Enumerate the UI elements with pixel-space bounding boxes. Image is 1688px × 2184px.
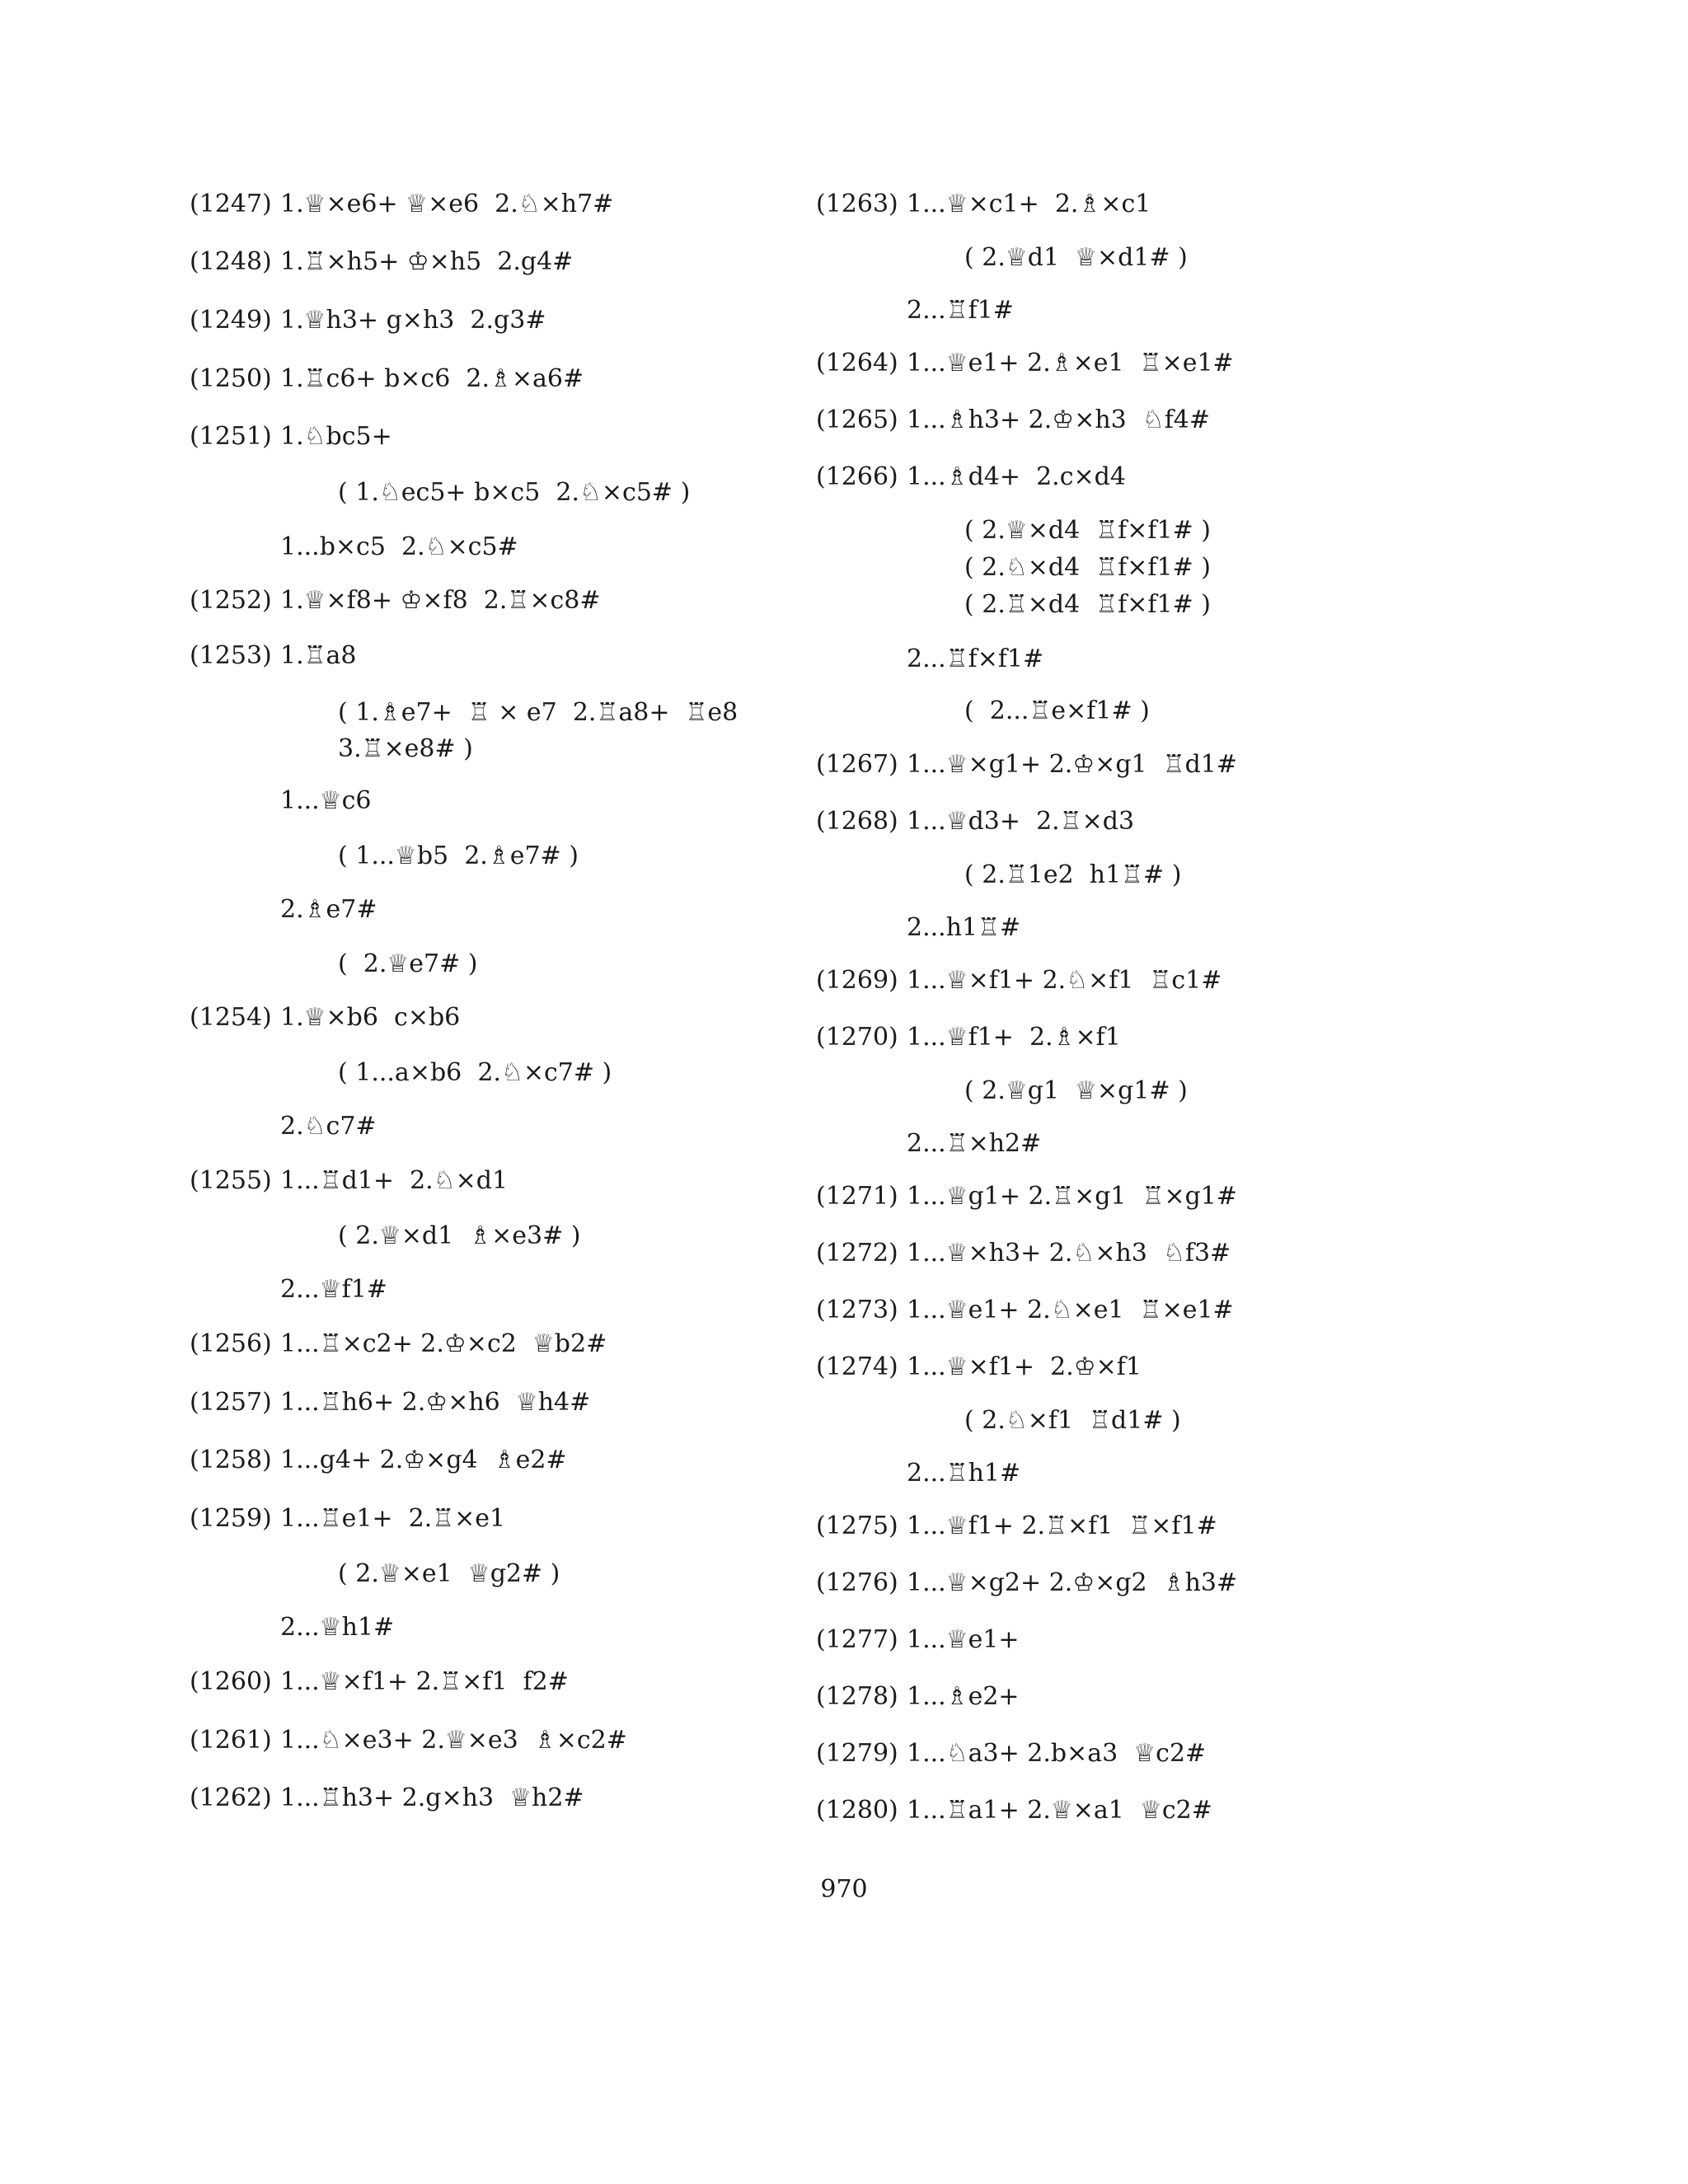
continuation-moves: 2...♖h1# — [907, 1459, 1021, 1488]
variation-line — [338, 1058, 612, 1088]
solution-moves: 1...♘a3+ 2.b×a3 ♕c2# — [907, 1739, 1207, 1768]
continuation-line — [907, 1129, 1041, 1159]
solution-number: (1266) — [816, 462, 898, 491]
continuation-line — [280, 1112, 377, 1141]
variation-moves: ( 2.♕×d1 ♗×e3# ) — [338, 1221, 581, 1250]
entry-1267 — [816, 750, 1237, 780]
continuation-line — [280, 786, 371, 816]
solution-number: (1253) — [190, 641, 272, 670]
solution-number: (1274) — [816, 1352, 898, 1381]
continuation-moves: 2.♘c7# — [280, 1112, 377, 1141]
solution-moves: 1...g4+ 2.♔×g4 ♗e2# — [280, 1446, 567, 1474]
solution-moves: 1...♕×h3+ 2.♘×h3 ♘f3# — [907, 1239, 1231, 1268]
solution-number: (1257) — [190, 1388, 272, 1417]
solution-number: (1255) — [190, 1166, 272, 1195]
solution-moves: 1...♖h3+ 2.g×h3 ♕h2# — [280, 1783, 584, 1812]
solution-number: (1264) — [816, 349, 898, 377]
variation-moves: ( 2.♖×d4 ♖f×f1# ) — [964, 590, 1211, 619]
solution-number: (1251) — [190, 422, 272, 451]
solution-moves: 1...♕×f1+ 2.♘×f1 ♖c1# — [907, 966, 1222, 995]
solution-number: (1271) — [816, 1182, 898, 1211]
solution-moves: 1...♖e1+ 2.♖×e1 — [280, 1504, 506, 1533]
entry-1266 — [816, 462, 1126, 492]
continuation-moves: 2...h1♖# — [907, 913, 1021, 942]
solution-moves: 1.♕h3+ g×h3 2.g3# — [280, 306, 546, 335]
continuation-line — [280, 1613, 394, 1643]
solution-number: (1279) — [816, 1739, 898, 1768]
variation-line — [338, 698, 738, 728]
solution-number: (1252) — [190, 586, 272, 615]
solution-moves: 1...♖h6+ 2.♔×h6 ♕h4# — [280, 1388, 591, 1417]
solution-moves: 1...♕d3+ 2.♖×d3 — [907, 807, 1135, 836]
entry-1270 — [816, 1023, 1121, 1052]
solution-number: (1263) — [816, 190, 898, 218]
variation-moves: ( 2.♕g1 ♕×g1# ) — [964, 1076, 1188, 1105]
variation-moves: ( 2.♕×e1 ♕g2# ) — [338, 1559, 560, 1588]
solution-number: (1260) — [190, 1667, 272, 1696]
solution-number: (1247) — [190, 190, 272, 218]
entry-1280 — [816, 1796, 1212, 1825]
entry-1271 — [816, 1182, 1237, 1212]
variation-line — [338, 478, 690, 508]
entry-1252 — [190, 586, 601, 616]
entry-1251 — [190, 422, 392, 452]
entry-1260 — [190, 1667, 569, 1697]
page-number: 970 — [820, 1875, 868, 1904]
variation-moves: ( 2.♘×f1 ♖d1# ) — [964, 1406, 1181, 1435]
solution-moves: 1...♖×c2+ 2.♔×c2 ♕b2# — [280, 1329, 607, 1358]
solution-moves: 1...♕f1+ 2.♖×f1 ♖×f1# — [907, 1511, 1217, 1540]
solution-moves: 1...♗h3+ 2.♔×h3 ♘f4# — [907, 405, 1211, 434]
solution-number: (1269) — [816, 966, 898, 995]
solution-moves: 1...♘×e3+ 2.♕×e3 ♗×c2# — [280, 1726, 627, 1755]
solution-number: (1275) — [816, 1511, 898, 1540]
entry-1257 — [190, 1388, 590, 1418]
solution-moves: 1...♕f1+ 2.♗×f1 — [907, 1023, 1121, 1052]
continuation-moves: 2...♖×h2# — [907, 1129, 1042, 1158]
solution-moves: 1...♕×f1+ 2.♖×f1 f2# — [280, 1667, 569, 1696]
solution-number: (1272) — [816, 1239, 898, 1268]
variation-line — [338, 1221, 581, 1251]
variation-line — [964, 590, 1211, 620]
continuation-line — [907, 913, 1020, 943]
continuation-moves: 2...♕h1# — [280, 1613, 395, 1642]
continuation-line — [907, 1459, 1020, 1488]
variation-line — [964, 696, 1150, 726]
entry-1262 — [190, 1783, 584, 1813]
continuation-moves: 2...♖f1# — [907, 296, 1014, 325]
solution-number: (1261) — [190, 1726, 272, 1755]
solution-number: (1267) — [816, 750, 898, 779]
entry-1263 — [816, 190, 1151, 219]
solution-number: (1265) — [816, 405, 898, 434]
variation-moves: ( 1.♘ec5+ b×c5 2.♘×c5# ) — [338, 478, 691, 507]
solution-moves: 1...♕×g2+ 2.♔×g2 ♗h3# — [907, 1568, 1238, 1597]
variation-line — [964, 516, 1211, 546]
entry-1275 — [816, 1511, 1217, 1541]
variation-moves: ( 2.♖1e2 h1♖# ) — [964, 860, 1182, 889]
solution-number: (1256) — [190, 1329, 272, 1358]
solution-moves: 1.♕×e6+ ♕×e6 2.♘×h7# — [280, 190, 614, 218]
solution-number: (1254) — [190, 1003, 272, 1032]
entry-1268 — [816, 807, 1134, 837]
variation-moves: ( 2...♖e×f1# ) — [964, 696, 1150, 725]
continuation-line — [280, 895, 377, 925]
solution-moves: 1.♖×h5+ ♔×h5 2.g4# — [280, 247, 574, 276]
solution-number: (1273) — [816, 1296, 898, 1324]
variation-moves: ( 1.♗e7+ ♖ × e7 2.♖a8+ ♖e8 — [338, 698, 738, 727]
entry-1273 — [816, 1296, 1234, 1325]
entry-1248 — [190, 247, 573, 277]
solution-moves: 1...♖d1+ 2.♘×d1 — [280, 1166, 509, 1195]
variation-moves: ( 2.♕d1 ♕×d1# ) — [964, 243, 1188, 272]
solution-moves: 1.♕×f8+ ♔×f8 2.♖×c8# — [280, 586, 601, 615]
solution-moves: 1...♗d4+ 2.c×d4 — [907, 462, 1126, 491]
solution-moves: 1.♖c6+ b×c6 2.♗×a6# — [280, 364, 584, 393]
solution-moves: 1.♖a8 — [280, 641, 357, 670]
solution-number: (1250) — [190, 364, 272, 393]
variation-moves: ( 2.♘×d4 ♖f×f1# ) — [964, 553, 1211, 582]
solution-moves: 1...♕e1+ 2.♘×e1 ♖×e1# — [907, 1296, 1234, 1324]
variation-moves: 3.♖×e8# ) — [338, 734, 473, 763]
solution-number: (1248) — [190, 247, 272, 276]
entry-1258 — [190, 1446, 567, 1475]
continuation-line — [280, 1275, 387, 1305]
variation-line — [964, 1406, 1181, 1436]
entry-1261 — [190, 1726, 627, 1755]
continuation-moves: 2.♗e7# — [280, 895, 377, 924]
entry-1278 — [816, 1682, 1020, 1712]
variation-line — [338, 841, 579, 871]
entry-1272 — [816, 1239, 1231, 1268]
solution-moves: 1...♕×f1+ 2.♔×f1 — [907, 1352, 1142, 1381]
solution-moves: 1...♖a1+ 2.♕×a1 ♕c2# — [907, 1796, 1212, 1825]
solution-moves: 1...♕g1+ 2.♖×g1 ♖×g1# — [907, 1182, 1238, 1211]
solution-moves: 1...♕e1+ 2.♗×e1 ♖×e1# — [907, 349, 1234, 377]
continuation-moves: 1...♕c6 — [280, 786, 372, 815]
solution-number: (1277) — [816, 1625, 898, 1654]
solution-number: (1259) — [190, 1504, 272, 1533]
variation-line — [964, 860, 1181, 890]
continuation-moves: 1...b×c5 2.♘×c5# — [280, 532, 518, 561]
continuation-moves: 2...♕f1# — [280, 1275, 387, 1304]
entry-1250 — [190, 364, 584, 394]
variation-line-cont — [338, 734, 473, 764]
solution-moves: 1...♕e1+ — [907, 1625, 1020, 1654]
solution-moves: 1...♕×c1+ 2.♗×c1 — [907, 190, 1151, 218]
variation-line — [964, 553, 1211, 583]
variation-line — [964, 1076, 1188, 1106]
entry-1249 — [190, 306, 546, 335]
solution-number: (1276) — [816, 1568, 898, 1597]
continuation-line — [280, 532, 518, 562]
entry-1253 — [190, 641, 357, 671]
entry-1279 — [816, 1739, 1206, 1769]
entry-1269 — [816, 966, 1221, 996]
variation-moves: ( 1...♕b5 2.♗e7# ) — [338, 841, 579, 870]
solution-number: (1249) — [190, 306, 272, 335]
variation-line — [338, 1559, 560, 1589]
variation-moves: ( 1...a×b6 2.♘×c7# ) — [338, 1058, 612, 1087]
solution-number: (1278) — [816, 1682, 898, 1711]
solution-moves: 1.♘bc5+ — [280, 422, 392, 451]
entry-1256 — [190, 1329, 607, 1359]
entry-1274 — [816, 1352, 1142, 1382]
entry-1277 — [816, 1625, 1020, 1655]
variation-moves: ( 2.♕e7# ) — [338, 949, 478, 978]
solution-moves: 1...♕×g1+ 2.♔×g1 ♖d1# — [907, 750, 1238, 779]
entry-1254 — [190, 1003, 460, 1033]
solution-moves: 1.♕×b6 c×b6 — [280, 1003, 461, 1032]
solution-number: (1262) — [190, 1783, 272, 1812]
solution-number: (1280) — [816, 1796, 898, 1825]
variation-moves: ( 2.♕×d4 ♖f×f1# ) — [964, 516, 1211, 545]
solution-moves: 1...♗e2+ — [907, 1682, 1020, 1711]
entry-1276 — [816, 1568, 1237, 1598]
entry-1259 — [190, 1504, 505, 1534]
continuation-line — [907, 644, 1043, 674]
continuation-line — [907, 296, 1014, 326]
solution-number: (1268) — [816, 807, 898, 836]
solution-number: (1270) — [816, 1023, 898, 1052]
variation-line — [338, 949, 478, 979]
entry-1264 — [816, 349, 1234, 378]
solution-number: (1258) — [190, 1446, 272, 1474]
variation-line — [964, 243, 1188, 273]
entry-1247 — [190, 190, 613, 219]
entry-1265 — [816, 405, 1210, 435]
entry-1255 — [190, 1166, 508, 1196]
continuation-moves: 2...♖f×f1# — [907, 644, 1044, 673]
